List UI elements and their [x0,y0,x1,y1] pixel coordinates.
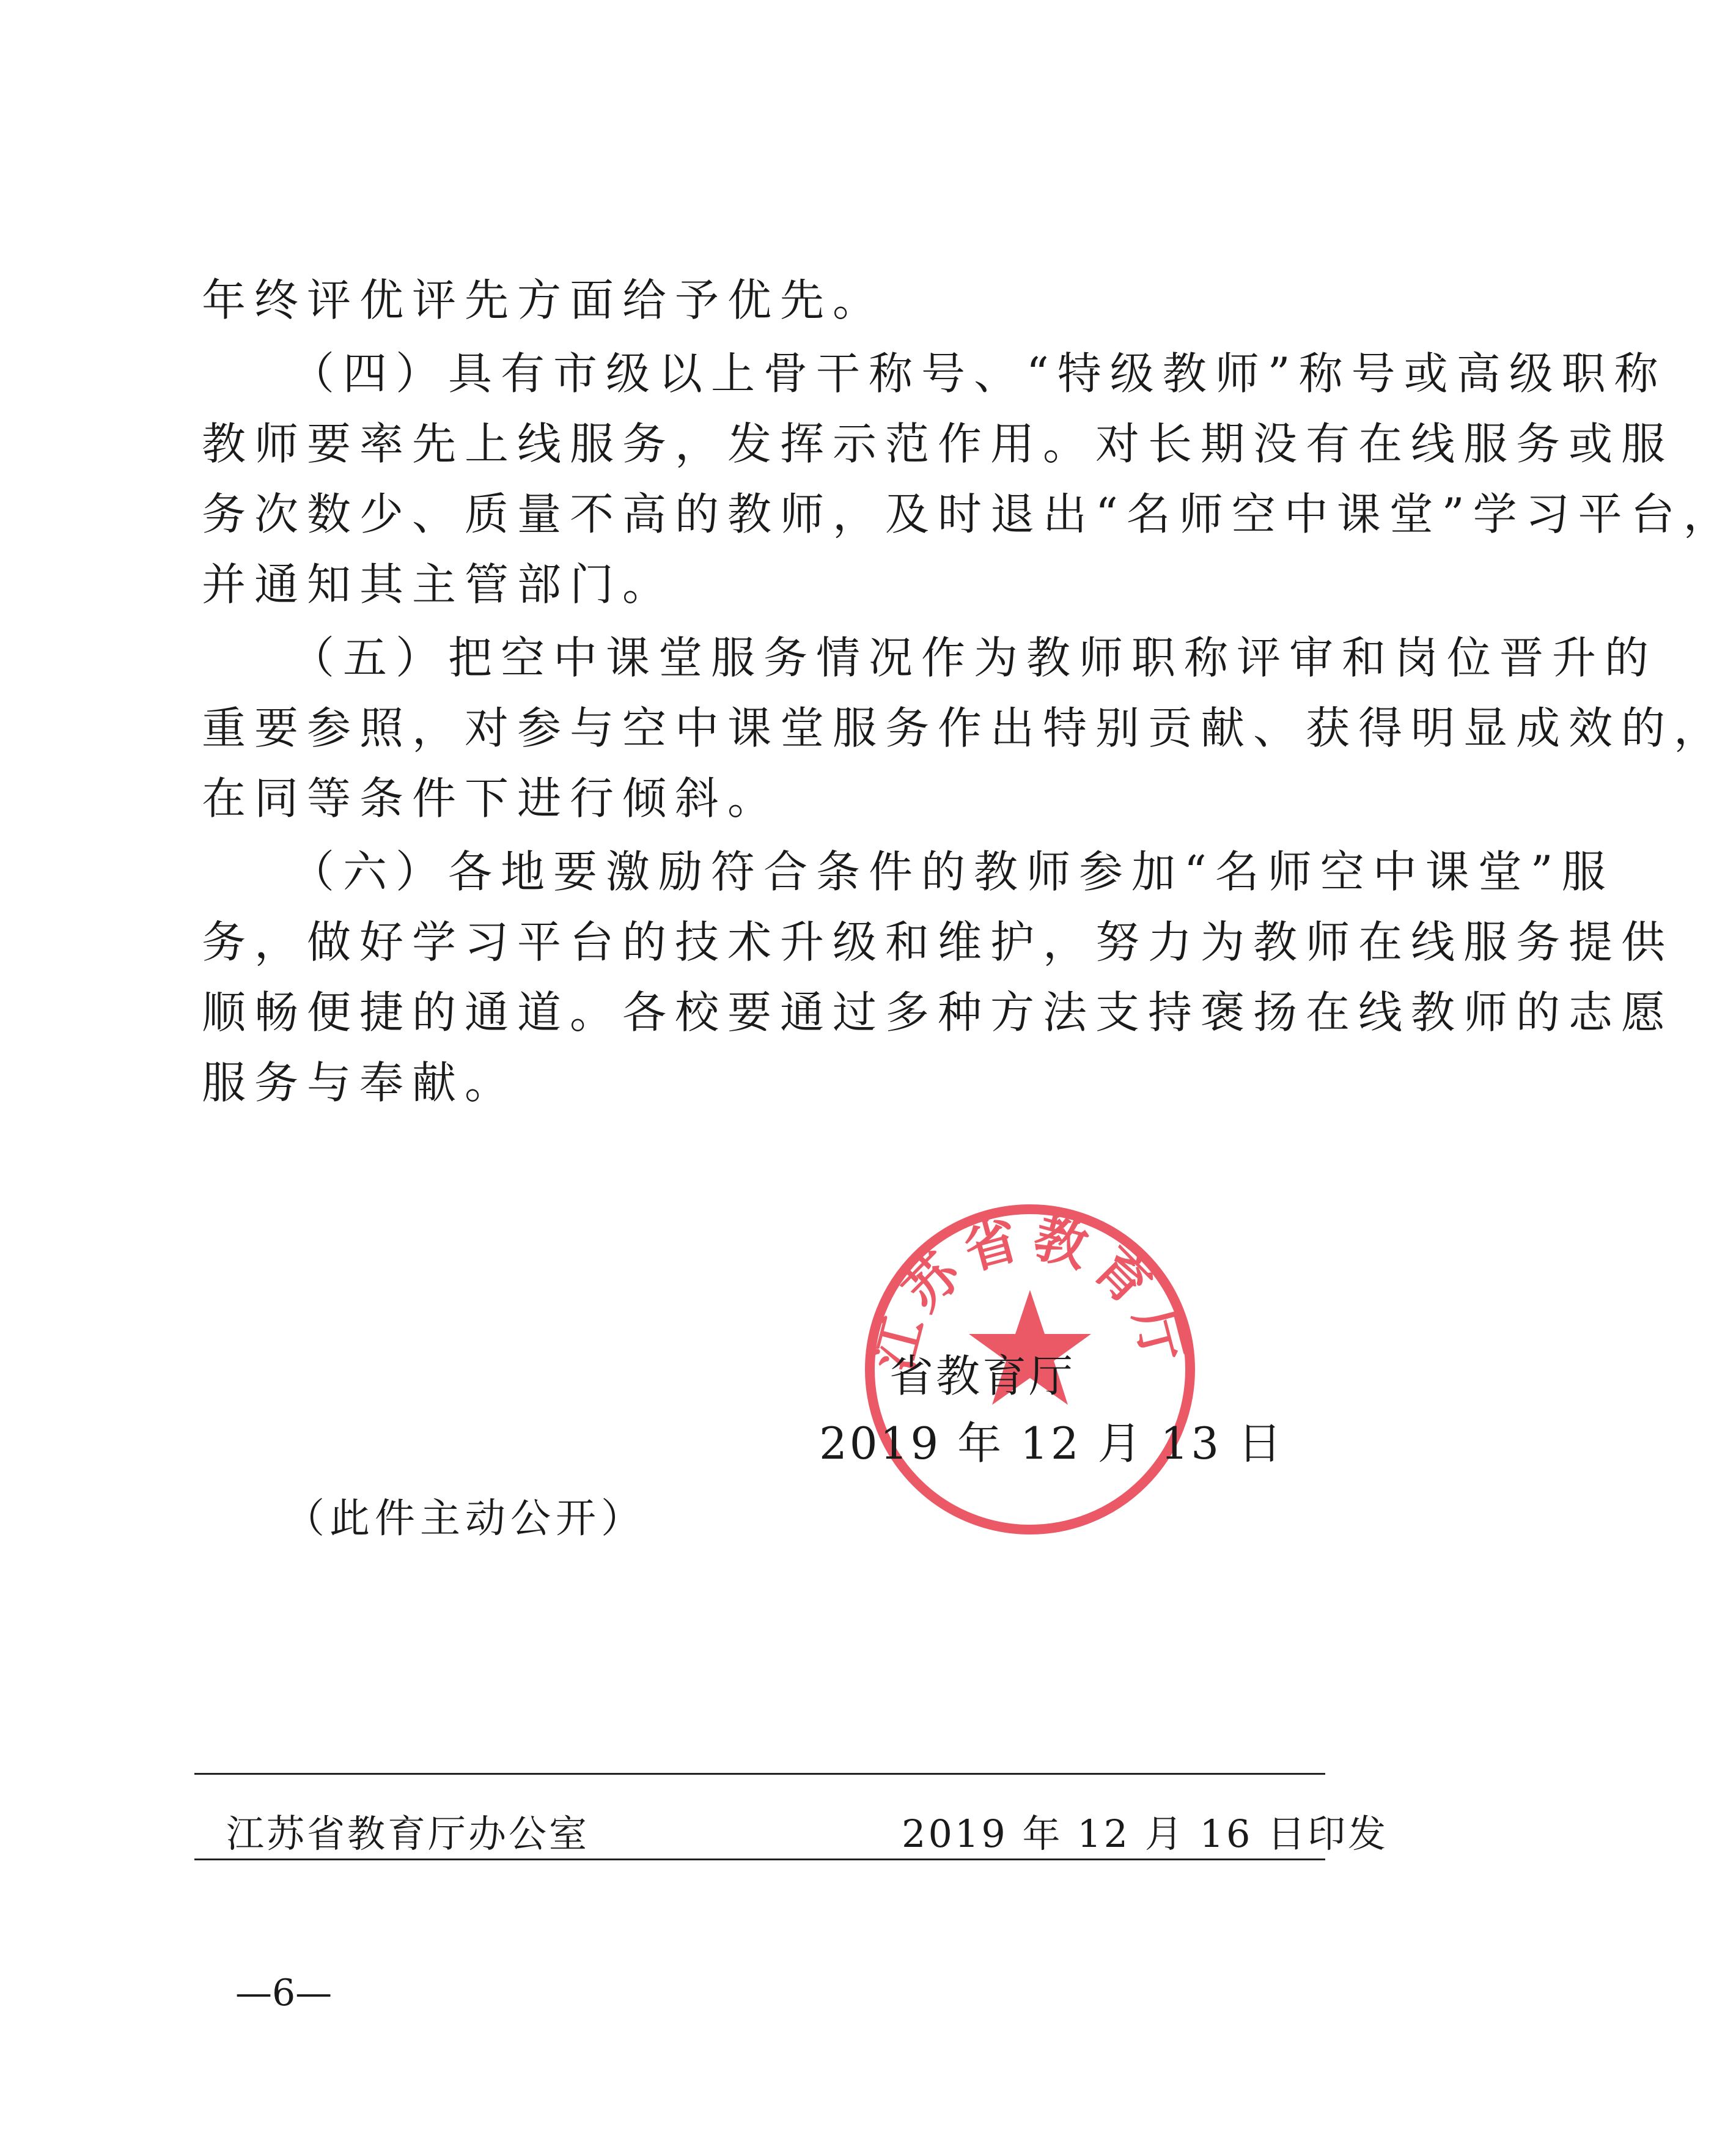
body-line-1: 年终评优评先方面给予优先。 [202,274,886,326]
footer-bottom-rule [194,1859,1325,1860]
body-line-3: 教师要率先上线服务，发挥示范作用。对长期没有在线服务或服 [202,418,1674,470]
body-line-10: 务，做好学习平台的技术升级和维护，努力为教师在线服务提供 [202,916,1674,968]
body-line-4: 务次数少、质量不高的教师，及时退出“名师空中课堂”学习平台， [202,488,1736,540]
footer-issuer: 江苏省教育厅办公室 [226,1811,590,1856]
signature-date: 2019 年 12 月 13 日 [819,1418,1284,1469]
body-line-8: 在同等条件下进行倾斜。 [202,773,781,824]
body-line-9: （六）各地要激励符合条件的教师参加“名师空中课堂”服 [290,846,1614,897]
footer-top-rule [194,1773,1325,1775]
signature-org: 省教育厅 [889,1350,1076,1402]
body-line-12: 服务与奉献。 [202,1057,518,1108]
body-line-6: （五）把空中课堂服务情况作为教师职称评审和岗位晋升的 [290,632,1658,683]
body-line-7: 重要参照，对参与空中课堂服务作出特别贡献、获得明显成效的， [202,702,1727,754]
body-line-2: （四）具有市级以上骨干称号、“特级教师”称号或高级职称 [290,348,1667,399]
disclosure-note: （此件主动公开） [284,1495,646,1542]
body-line-11: 顺畅便捷的通道。各校要通过多种方法支持褒扬在线教师的志愿 [202,987,1674,1038]
page-number: —6— [235,1972,333,2014]
body-line-5: 并通知其主管部门。 [202,559,675,610]
footer-print-date: 2019 年 12 月 16 日印发 [902,1811,1389,1856]
seal-text: 江苏省教育厅 [863,1206,1197,1377]
